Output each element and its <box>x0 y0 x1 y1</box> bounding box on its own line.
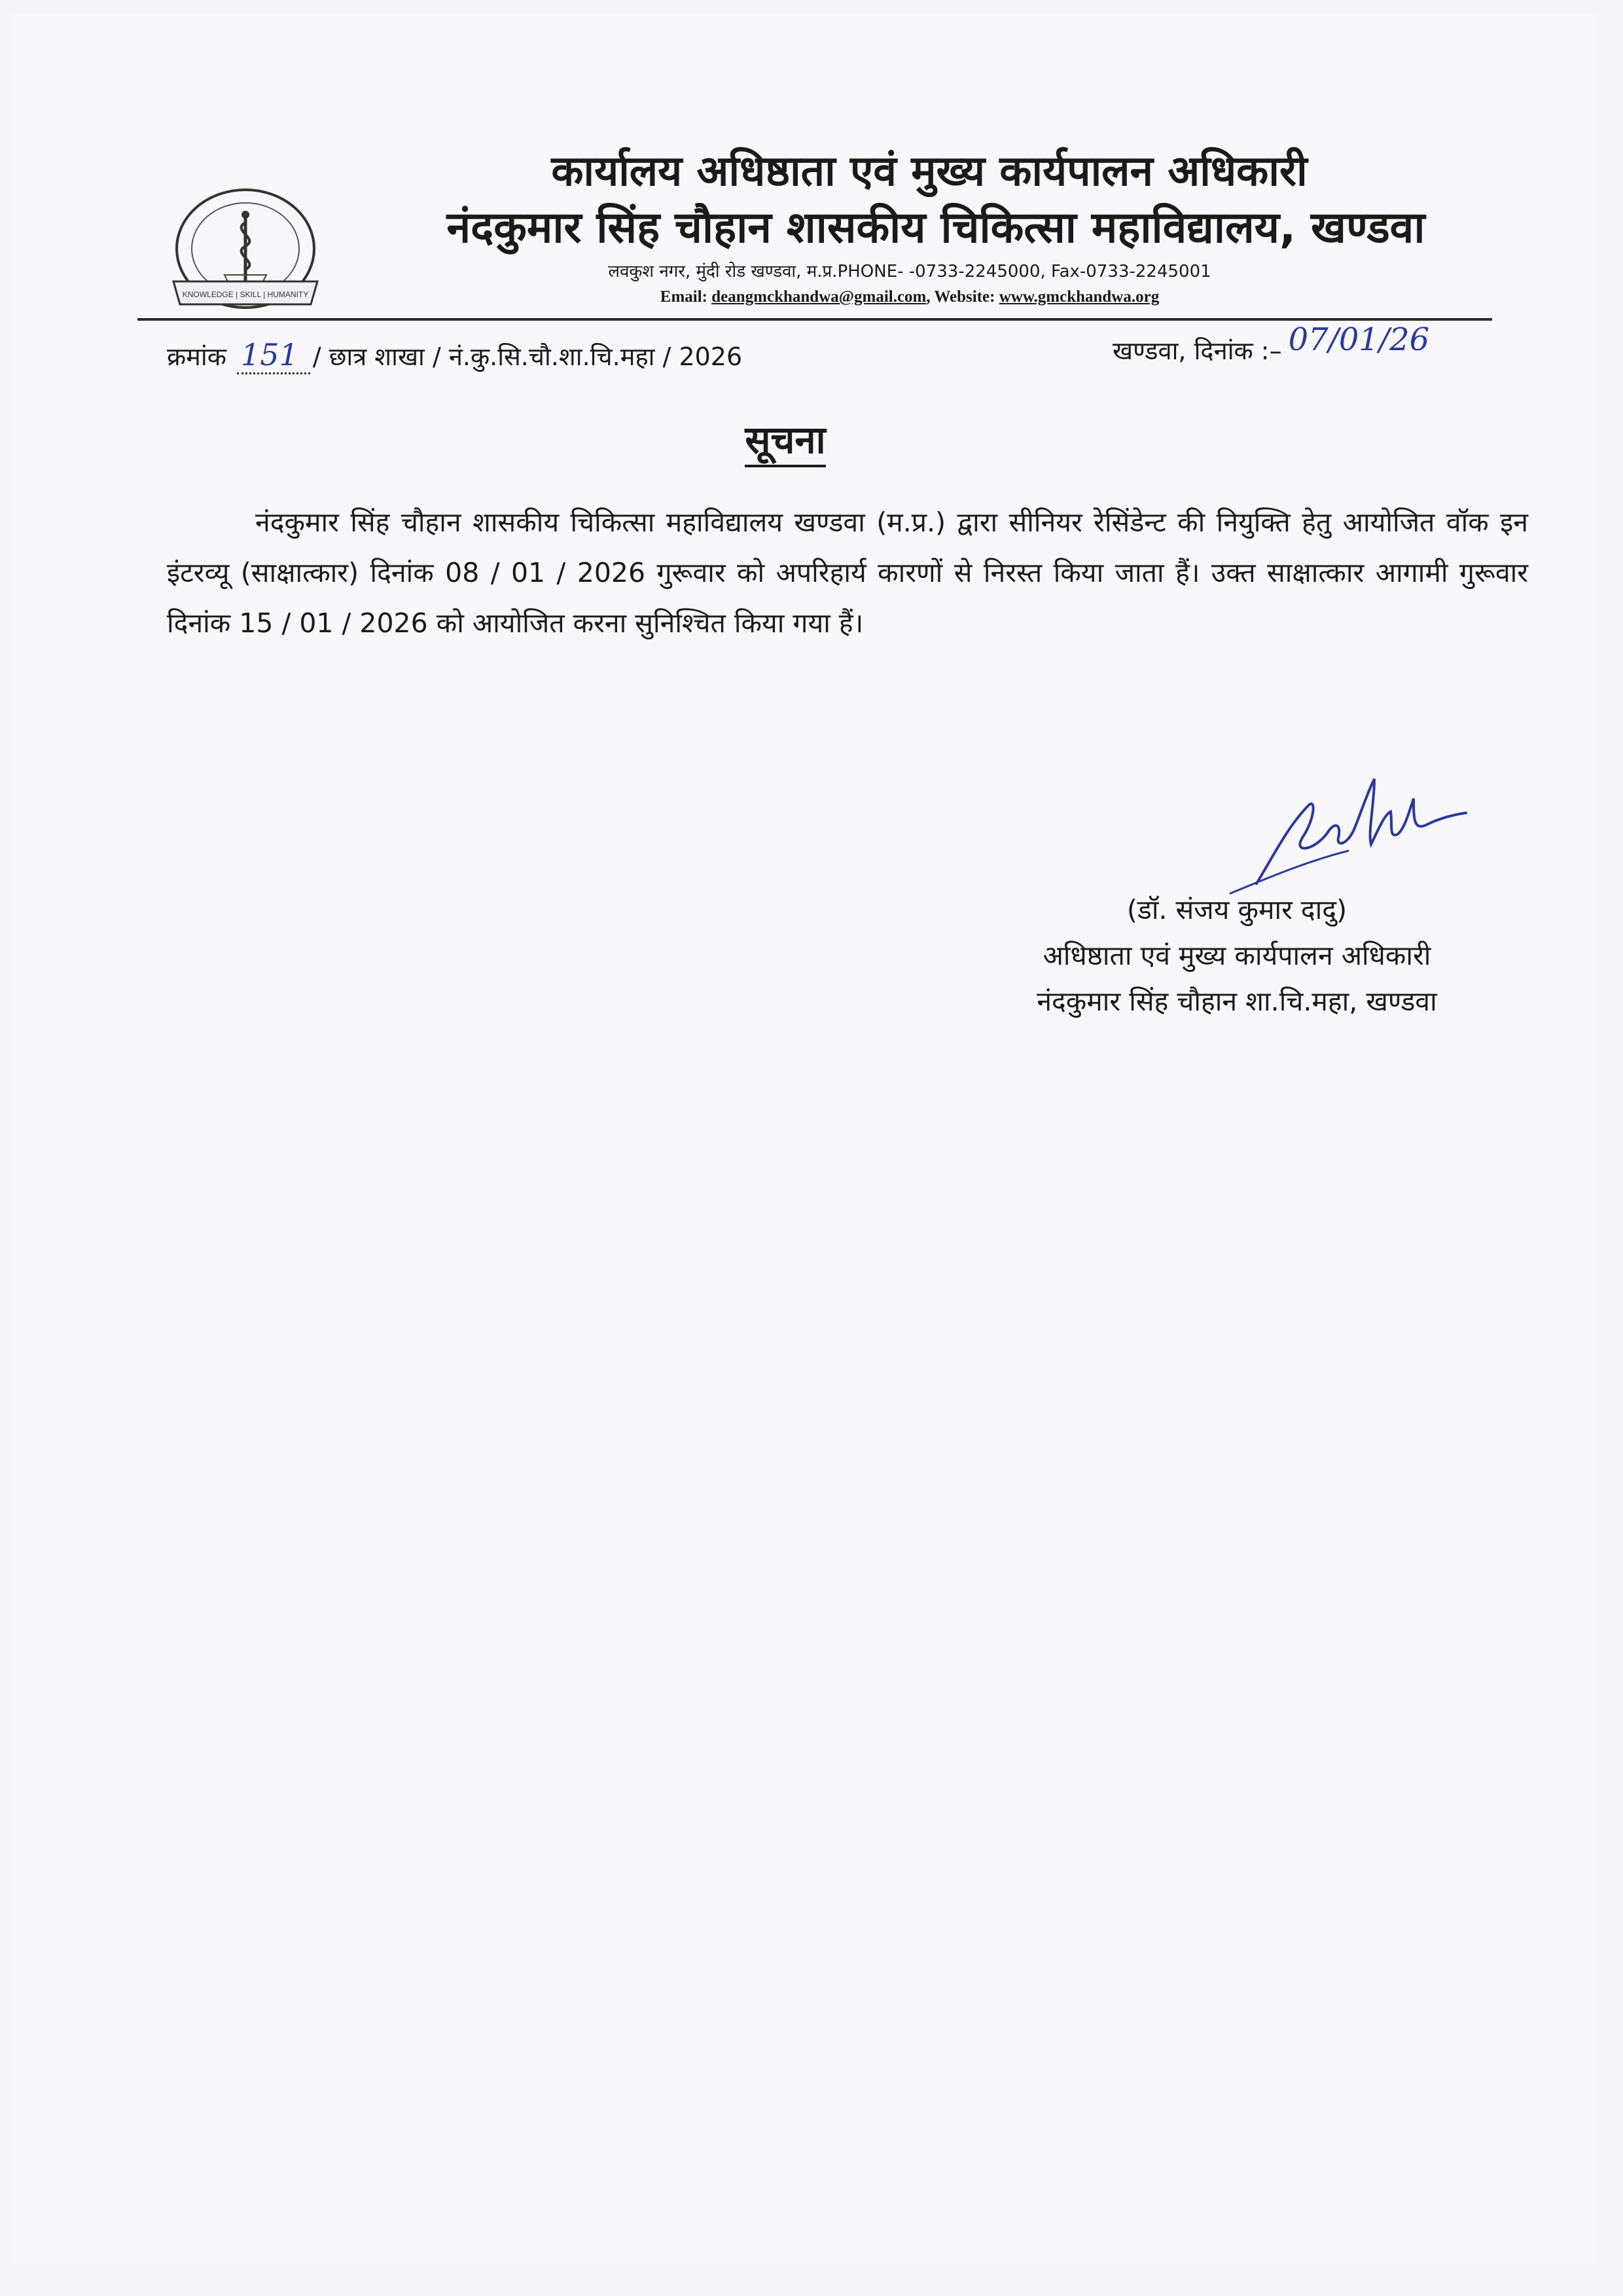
signatory-institution: नंदकुमार सिंह चौहान शा.चि.महा, खण्डवा <box>1037 986 1437 1017</box>
office-title: कार्यालय अधिष्ठाता एवं मुख्य कार्यपालन अधिकारी <box>551 147 1308 196</box>
letterhead-divider <box>137 318 1492 321</box>
reference-line <box>167 337 742 374</box>
notice-title <box>654 412 916 464</box>
signatory-designation: अधिष्ठाता एवं मुख्य कार्यपालन अधिकारी <box>1043 940 1431 971</box>
email-link[interactable]: deangmckhandwa@gmail.com <box>711 288 927 306</box>
website-label: , Website: <box>926 288 999 306</box>
signatory-name: (डॉ. संजय कुमार दादु) <box>1126 894 1347 925</box>
website-link[interactable]: www.gmckhandwa.org <box>999 288 1160 306</box>
notice-title-text: सूचना <box>745 418 825 467</box>
contact-line <box>484 288 1335 306</box>
signatory-block <box>942 887 1531 1024</box>
seal-banner-text: KNOWLEDGE | SKILL | HUMANITY <box>182 290 309 299</box>
date-value: 07/01/26 <box>1288 321 1430 358</box>
college-seal-logo <box>147 183 344 321</box>
email-label: Email: <box>660 288 712 306</box>
notice-body: नंदकुमार सिंह चौहान शासकीय चिकित्सा महाविद्यालय खण्डवा (म.प्र.) द्वारा सीनियर रेसिंडेन्ट की नियुक्ति हेतु आयोजित वॉक इन इंटरव्यू (साक्षात्कार) दिनांक 08 / 01 / 2026 गुरूवार को अपरिहार्य कारणों से निरस्त किया जाता हैं। उक्त साक्षात्कार आगामी गुरूवार दिनांक 15 / 01 / 2026 को आयोजित करना सुनिश्चित किया गया हैं। <box>167 507 1528 639</box>
handwritten-signature <box>1217 753 1479 903</box>
date-label: खण्डवा, दिनांक :– <box>1113 336 1282 365</box>
college-name: नंदकुमार सिंह चौहान शासकीय चिकित्सा महाविद्यालय, खण्डवा <box>446 202 1425 253</box>
reference-suffix: / छात्र शाखा / नं.कु.सि.चौ.शा.चि.महा / 2026 <box>312 342 743 371</box>
reference-label: क्रमांक <box>167 342 226 371</box>
reference-number: 151 <box>237 337 310 374</box>
college-address: लवकुश नगर, मुंदी रोड खण्डवा, म.प्र.PHONE- -0733-2245000, Fax-0733-2245001 <box>608 262 1211 281</box>
date-line <box>1113 321 1430 367</box>
